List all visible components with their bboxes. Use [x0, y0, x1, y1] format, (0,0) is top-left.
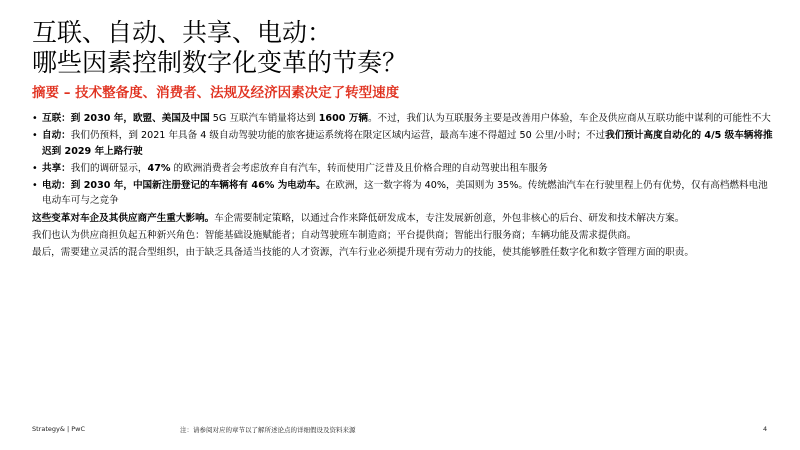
bullet-text: 的欧洲消费者会考虑放弃自有汽车，转而使用广泛普及且价格合理的自动驾驶出租车服务 [170, 162, 548, 174]
bullet-lead: 电动： [42, 179, 71, 191]
title-line-1: 互联、自动、共享、电动： [32, 18, 333, 47]
footer-brand: Strategy& | PwC [32, 425, 86, 433]
bullet-lead: 共享： [42, 162, 71, 174]
title-line-2: 哪些因素控制数字化变革的节奏？ [32, 48, 408, 77]
paragraph-organization: 最后，需要建立灵活的混合型组织，由于缺乏具备适当技能的人才资源，汽车行业必须提升现有劳动力的技能，使其能够胜任数字化和数字管理方面的职责。 [32, 246, 694, 258]
bullet-shared [32, 161, 774, 177]
key-points-list [32, 111, 774, 209]
bullet-strong: 到 2030 年，欧盟、美国及中国 [70, 113, 210, 124]
bullet-strong: 1600 万辆 [318, 113, 368, 124]
bullet-strong: 47% [147, 162, 171, 174]
slide-subtitle: 摘要 – 技术整备度、消费者、法规及经济因素决定了转型速度 [32, 85, 400, 101]
paragraph-impact [32, 211, 774, 227]
page-number: 4 [763, 425, 768, 433]
footer-note: 注：请参阅对应的章节以了解所述论点的详细假设及资料来源 [180, 426, 356, 434]
bullet-strong: 我们预计高度自动化的 4/5 级车辆将推迟到 2029 年上路行驶 [42, 130, 773, 157]
slide-body [32, 111, 774, 262]
bullet-autonomous [32, 128, 774, 159]
bullet-connected [32, 111, 774, 127]
bullet-text: 我们仍预料，到 2021 年具备 4 级自动驾驶功能的旅客捷运系统将在限定区域内运营，最高车速不得超过 50 公里/小时；不过 [70, 130, 606, 142]
bullet-text: 。不过，我们认为互联服务主要是改善用户体验，车企及供应商从互联功能中谋利的可能性不大 [367, 113, 771, 124]
paragraph-text: 车企需要制定策略，以通过合作来降低研发成本，专注发展新创意，外包非核心的后台、研发和技术解决方案。 [214, 212, 685, 224]
bullet-text: 我们的调研显示， [70, 162, 148, 174]
bullet-electric [32, 178, 774, 209]
bullet-lead: 自动： [42, 130, 71, 142]
bullet-strong: 到 2030 年，中国新注册登记的车辆将有 46% 为电动车。 [70, 179, 326, 191]
bullet-text: 在欧洲，这一数字将为 40%，美国则为 35%。传统燃油汽车在行驶里程上仍有优势，仅有高档燃料电池电动车可与之竞争 [42, 179, 768, 207]
slide-title [32, 18, 772, 78]
bullet-text: 5G 互联汽车销量将达到 [209, 113, 319, 124]
paragraph-strong: 这些变革对车企及其供应商产生重大影响。 [32, 212, 215, 224]
paragraph-supplier-roles: 我们也认为供应商担负起五种新兴角色：智能基础设施赋能者；自动驾驶班车制造商；平台提供商；智能出行服务商；车辆功能及需求提供商。 [32, 229, 637, 241]
bullet-lead: 互联： [42, 113, 71, 124]
